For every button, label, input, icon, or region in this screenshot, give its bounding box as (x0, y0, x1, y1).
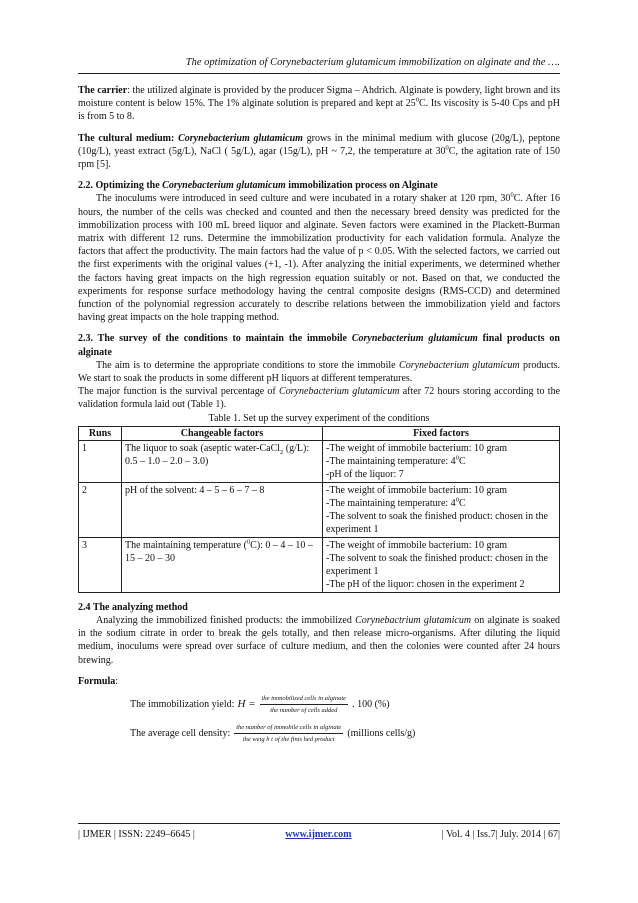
conditions-table (78, 426, 560, 593)
changeable-cell: pH of the solvent: 4 – 5 – 6 – 7 – 8 (122, 482, 323, 537)
cultural-medium-label: The cultural medium: (78, 132, 179, 144)
footer-volume: | Vol. 4 | Iss.7| July. 2014 | 67| (441, 829, 560, 840)
changeable-cell: The liquor to soak (aseptic water-CaCl$_2$ (g/L): 0.5 – 1.0 – 2.0 – 3.0) (122, 440, 323, 482)
table-row (79, 537, 560, 592)
header-rule (78, 73, 560, 74)
running-title: The optimization of Corynebacterium glutamicum immobilization on alginate and the …. (185, 57, 560, 68)
table-header-runs: Runs (79, 426, 122, 440)
section-2-2-heading: 2.2. Optimizing the Corynebacterium glutamicum immobilization process on Alginate (78, 180, 438, 192)
section-2-4-paragraph: Analyzing the immobilized finished products: the immobilized Corynebactrium glutamicum on alginate is soaked in the sodium citrate in order to break the gels totally, and then release micro-organisms. After diluting the liquid medium, inoculums were spread over surface of culture medium, and then the colonies were counted after 24 hours brewing. (78, 615, 561, 666)
table-header-fixed: Fixed factors (323, 426, 560, 440)
table-row (79, 482, 560, 537)
density-fraction: $\frac{\text{the number of immobile cells in alginate}}{\text{the weig h t of the finis hed product}}$ (236, 724, 342, 744)
table-header-row (79, 426, 560, 440)
fixed-cell: -The weight of immobile bacterium: 10 gram -The solvent to soak the finished product: chosen in the experiment 1 -The pH of the liquor: chosen in the experiment 2 (323, 537, 560, 592)
yield-formula: The immobilization yield: H = $\frac{\text{the immobilized cells in alginate}}{\text{the number of cells added}}$ . 100 (%) (130, 695, 390, 715)
yield-fraction: $\frac{\text{the immobilized cells in alginate}}{\text{the number of cells added}}$ (261, 695, 347, 715)
carrier-label: The carrier (78, 85, 128, 96)
formula-label: Formula: (78, 675, 118, 687)
density-formula: The average cell density: $\frac{\text{the number of immobile cells in alginate}}{\text{the weig h t of the finis hed product}}$ (millions cells/g) (130, 724, 416, 744)
fixed-cell: -The weight of immobile bacterium: 10 gram -The maintaining temperature: $4^0C$ -The solvent to soak the finished product: chosen in the experiment 1 (323, 482, 560, 537)
body-content (78, 84, 560, 744)
section-2-3-heading: 2.3. The survey of the conditions to maintain the immobile Corynebacterium glutamicum final products on alginate (78, 333, 560, 358)
footer-journal: | IJMER | ISSN: 2249–6645 | (78, 829, 195, 840)
footer-url-link[interactable]: www.ijmer.com (285, 829, 352, 840)
table-row (79, 440, 560, 482)
changeable-cell: The maintaining temperature ($^0$C): 0 – 4 – 10 – 15 – 20 – 30 (122, 537, 323, 592)
page-footer (78, 829, 560, 840)
section-2-4-heading: 2.4 The analyzing method (78, 601, 188, 613)
section-2-2-paragraph: The inoculums were introduced in seed culture and were incubated in a rotary shaker at 120 rpm, $30^0C$. After 16 hours, the number of the cells was checked and counted and then the necessary breed density was predicted for the immobilization process with 100 mL breed liquor and alginate. Seven factors were examined in the Plackett-Burman matrix with different 12 runs. Determine the immobilization productivity for each validation formula. Analyze the factors that affect the productivity. The main factors had the value of p < 0.05. With the selected factors, we carried out the first experiments with the original values (+1, -1). After analyzing the initial experiments, we determined whether the factors having great impacts on the high regression equation suitably or not. Based on that, we conducted the experiments for response surface methodology having the central composite designs (RMS-CCD) and determined function of the polynomial regression accurately to describe relations between the immobilization yield and factors having great impacts on the hole trapping method. (78, 192, 560, 324)
table-header-changeable: Changeable factors (122, 426, 323, 440)
table-caption: Table 1. Set up the survey experiment of the conditions (208, 412, 430, 424)
footer-rule (78, 823, 560, 824)
section-2-3-paragraph-2: The major function is the survival percentage of Corynebacterium glutamicum after 72 hours storing according to the validation formula laid out (Table 1). (78, 386, 561, 411)
run-cell: 3 (79, 537, 122, 592)
cultural-medium-paragraph: The cultural medium: Corynebacterium glutamicum grows in the minimal medium with glucose (20g/L), peptone (10g/L), yeast extract (5g/L), NaCl ( 5g/L), agar (15g/L), pH ~ 7,2, the temperature at $30^0C$, the agitation rate of 150 rpm [5]. (78, 132, 560, 171)
carrier-paragraph: The carrier: the utilized alginate is provided by the producer Sigma – Ahdrich. Alginate is powdery, light brown and its moisture content is below 15%. The 1% alginate solution is prepared and kept at $25^0C$. Its viscosity is 5-40 Cps and pH is from 5 to 8. (78, 85, 561, 123)
section-2-3-paragraph-1: The aim is to determine the appropriate conditions to store the immobile Corynebacterium glutamicum products. We start to soak the products in some different pH liquors at different temperatures. (78, 359, 560, 385)
fixed-cell: -The weight of immobile bacterium: 10 gram -The maintaining temperature: $4^0C$ -pH of the liquor: 7 (323, 440, 560, 482)
run-cell: 2 (79, 482, 122, 537)
run-cell: 1 (79, 440, 122, 482)
